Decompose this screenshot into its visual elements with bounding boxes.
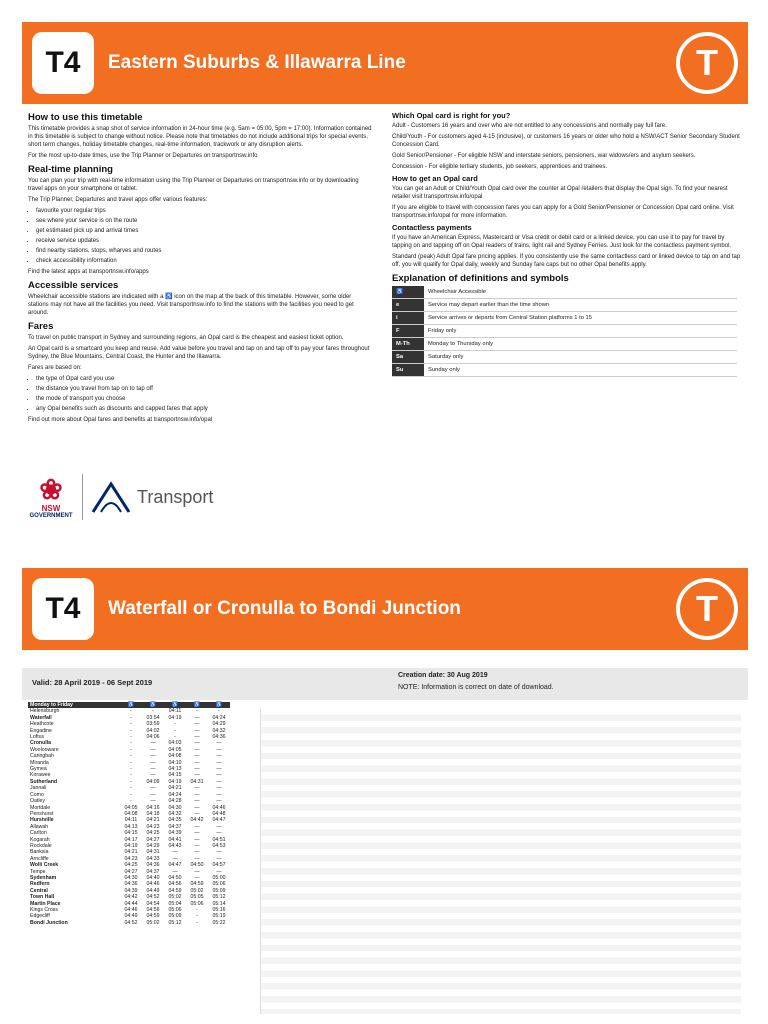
departure-time: 04:27: [146, 836, 160, 843]
legend-description: Monday to Thursday only: [424, 338, 737, 351]
departure-time: 05:14: [212, 900, 226, 907]
departure-time: 04:36: [146, 862, 160, 869]
departure-time: 04:33: [146, 855, 160, 862]
departure-time: —: [150, 740, 156, 747]
station-name: Helensburgh: [30, 708, 60, 715]
contactless-heading: Contactless payments: [392, 223, 472, 232]
departure-time: 05:19: [212, 913, 226, 920]
departure-time: 04:35: [168, 817, 182, 824]
departure-time: —: [194, 804, 200, 811]
departure-time: —: [150, 772, 156, 779]
howto-text-2: For the most up-to-date times, use the Trip Planner or Departures on transportnsw.info: [28, 153, 258, 159]
departure-time: 05:12: [212, 894, 226, 901]
departure-time: 04:29: [212, 721, 226, 728]
departure-time: 04:25: [146, 830, 160, 837]
station-name: Hurstville: [30, 817, 54, 824]
departure-time: -: [130, 727, 132, 734]
departure-time: -: [130, 798, 132, 805]
apps-link-text: Find the latest apps at transportnsw.info/apps: [28, 269, 149, 275]
senior-text: Gold Senior/Pensioner - For eligible NSW and interstate seniors, pensioners, war widows/ers and asylum seekers.: [392, 153, 696, 159]
station-name: Edgecliff: [30, 913, 50, 920]
line-header: [22, 22, 748, 104]
wheelchair-icon: ♿: [120, 702, 142, 708]
symbols-heading: Explanation of definitions and symbols: [392, 273, 569, 284]
line-title: Eastern Suburbs & Illawarra Line: [108, 52, 406, 73]
departure-time: 04:13: [168, 766, 182, 773]
legend-symbol: ♿: [392, 286, 424, 299]
station-name: Miranda: [30, 759, 49, 766]
departure-time: —: [150, 753, 156, 760]
departure-time: —: [216, 849, 222, 856]
timetable-day-header: Monday to Friday: [28, 702, 120, 708]
departure-time: -: [196, 913, 198, 920]
station-name: Heathcote: [30, 721, 54, 728]
departure-time: 05:02: [146, 919, 160, 926]
legend-symbol: i: [392, 312, 424, 325]
realtime-text: You can plan your trip with real-time information using the Trip Planner or Departures on transportnsw.info or by downloading travel apps on your smartphone or tablet.: [28, 178, 359, 192]
timetable: [28, 702, 230, 926]
departure-time: 04:42: [190, 817, 204, 824]
get-card-text-2: If you are eligible to travel with concession fares you can apply for a Gold Senior/Pensioner or Concession Opal card online. Visit transportnsw.info/opal for more information.: [392, 205, 734, 219]
departure-time: 04:24: [212, 714, 226, 721]
station-name: Kings Cross: [30, 907, 58, 913]
departure-time: 04:05: [168, 746, 182, 753]
station-name: Engadine: [30, 727, 52, 734]
accessible-heading: Accessible services: [28, 280, 119, 291]
departure-time: 04:44: [124, 900, 138, 907]
departure-time: 04:57: [212, 862, 226, 869]
departure-time: 04:46: [146, 881, 160, 888]
station-name: Penshurst: [30, 810, 54, 817]
departure-time: 04:39: [168, 830, 182, 837]
departure-time: 05:09: [212, 887, 226, 894]
departure-time: 04:23: [146, 823, 160, 830]
legend-description: Friday only: [424, 325, 737, 338]
departure-time: —: [150, 791, 156, 798]
contactless-text: If you have an American Express, Mastercard or Visa credit or debit card or a linked device, you can use it to pay for travel by tapping on and tapping off on Opal readers of trains, light rail and Sydney Ferries. Just look for the contactless payment symbol.: [392, 235, 732, 249]
station-name: Cronulla: [30, 740, 52, 747]
departure-time: 04:32: [212, 727, 226, 734]
howto-text: This timetable provides a snap shot of service information in 24-hour time (e.g. 5am = 05:00, 5pm = 17:00). Information contained in this timetable is subject to change without notice. Please note that timetables do not include additional trips for special events, short term changes, holiday timetable changes, real-time information, trackwork or any disruption alerts.: [28, 126, 372, 148]
departure-time: 04:06: [146, 734, 160, 741]
departure-time: 04:21: [168, 785, 182, 792]
departure-time: —: [194, 842, 200, 849]
departure-time: -: [196, 708, 198, 715]
departure-time: -: [174, 734, 176, 741]
departure-time: 04:29: [146, 842, 160, 849]
legend-row: [392, 286, 737, 299]
timetable-row: [28, 920, 230, 926]
station-name: Mortdale: [30, 804, 51, 811]
station-name: Loftus: [30, 734, 45, 741]
features-list: [28, 207, 373, 265]
timetable-continued: [260, 708, 741, 1014]
legend-symbol: F: [392, 325, 424, 338]
departure-time: —: [216, 746, 222, 753]
departure-time: 04:11: [168, 708, 182, 715]
logo-divider: [82, 474, 83, 520]
departure-time: 04:19: [168, 778, 182, 785]
station-name: Jannali: [30, 785, 47, 792]
departure-time: -: [130, 759, 132, 766]
departure-time: 04:17: [124, 836, 138, 843]
departure-time: —: [194, 721, 200, 728]
departure-time: 05:09: [168, 913, 182, 920]
legend-description: Service may depart earlier than the time shown: [424, 299, 737, 312]
station-name: Central: [30, 887, 48, 894]
departure-time: 04:21: [146, 817, 160, 824]
realtime-heading: Real-time planning: [28, 164, 113, 175]
departure-time: —: [150, 746, 156, 753]
fares-list: [28, 375, 373, 413]
departure-time: 05:06: [212, 881, 226, 888]
departure-time: 05:00: [212, 874, 226, 881]
fare-basis-item: • any Opal benefits such as discounts and capped fares that apply: [36, 405, 373, 413]
station-name: Rockdale: [30, 842, 52, 849]
departure-time: 05:02: [190, 887, 204, 894]
train-logo-icon: T: [676, 32, 738, 94]
station-name: Oatley: [30, 798, 45, 805]
legend-description: Service arrives or departs from Central Station platforms 1 to 15: [424, 312, 737, 325]
departure-time: 04:46: [212, 804, 226, 811]
departure-time: 04:43: [168, 842, 182, 849]
departure-time: 04:50: [168, 874, 182, 881]
departure-time: 04:11: [124, 817, 138, 824]
departure-time: —: [216, 855, 222, 862]
departure-time: 04:54: [146, 900, 160, 907]
legend-row: [392, 299, 737, 312]
contactless-text-2: Standard (peak) Adult Opal fare pricing applies. If you consistently use the same contactless card or linked device to tap on and tap off, you will qualify for Opal daily, weekly and Sunday fare caps but no other Opal benefits apply.: [392, 254, 741, 268]
departure-time: 04:32: [168, 810, 182, 817]
legend-row: [392, 338, 737, 351]
departure-time: —: [216, 868, 222, 875]
departure-time: —: [150, 766, 156, 773]
departure-time: —: [216, 798, 222, 805]
departure-time: 03:59: [146, 721, 160, 728]
departure-time: —: [216, 759, 222, 766]
feature-item: • receive service updates: [36, 237, 373, 245]
get-card-heading: How to get an Opal card: [392, 174, 478, 183]
departure-time: 04:23: [124, 855, 138, 862]
departure-time: 04:49: [124, 913, 138, 920]
station-name: Kirrawee: [30, 772, 51, 779]
departure-time: 04:16: [146, 804, 160, 811]
departure-time: —: [150, 798, 156, 805]
realtime-text-2: The Trip Planner, Departures and travel apps offer various features:: [28, 197, 208, 203]
departure-time: —: [216, 830, 222, 837]
departure-time: 05:06: [190, 900, 204, 907]
departure-time: —: [194, 759, 200, 766]
departure-time: —: [172, 868, 178, 875]
departure-time: 04:13: [124, 823, 138, 830]
departure-time: 04:25: [124, 862, 138, 869]
departure-time: —: [194, 849, 200, 856]
departure-time: 04:21: [124, 849, 138, 856]
station-name: Banksia: [30, 849, 49, 856]
departure-time: 04:19: [168, 714, 182, 721]
departure-time: —: [194, 874, 200, 881]
station-name: Wolli Creek: [30, 862, 59, 869]
departure-time: 05:22: [212, 919, 226, 926]
valid-dates: Valid: 28 April 2019 - 06 Sept 2019: [32, 678, 153, 687]
departure-time: —: [216, 785, 222, 792]
departure-time: —: [216, 823, 222, 830]
departure-time: 04:47: [212, 817, 226, 824]
feature-item: • check accessibility information: [36, 257, 373, 265]
departure-time: —: [194, 791, 200, 798]
legend-row: [392, 325, 737, 338]
departure-time: 04:52: [124, 919, 138, 926]
departure-time: 04:37: [146, 868, 160, 875]
departure-time: —: [216, 753, 222, 760]
legend-row: [392, 351, 737, 364]
feature-item: • favourite your regular trips: [36, 207, 373, 215]
route-header: [22, 568, 748, 650]
departure-time: 03:54: [146, 714, 160, 721]
departure-time: 05:02: [168, 894, 182, 901]
departure-time: 04:37: [168, 823, 182, 830]
departure-time: 04:47: [168, 862, 182, 869]
station-name: Sydenham: [30, 874, 57, 881]
departure-time: 04:31: [190, 778, 204, 785]
departure-time: -: [218, 708, 220, 715]
departure-time: -: [196, 919, 198, 926]
departure-time: -: [152, 708, 154, 715]
legend-description: Saturday only: [424, 351, 737, 364]
departure-time: -: [130, 778, 132, 785]
legend-symbol: e: [392, 299, 424, 312]
train-logo-icon: T: [676, 578, 738, 640]
station-name: Waterfall: [30, 714, 52, 721]
line-code: T4: [32, 32, 94, 94]
station-name: Gymea: [30, 766, 47, 773]
departure-time: 04:40: [146, 874, 160, 881]
fares-text-2: An Opal card is a smartcard you keep and reuse. Add value before you travel and tap on and tap off to pay your fares throughout Sydney, the Blue Mountains, Central Coast, the Hunter and the Illawarra.: [28, 346, 370, 360]
station-name: Martin Place: [30, 900, 61, 907]
departure-time: -: [174, 727, 176, 734]
route-code: T4: [32, 578, 94, 640]
departure-time: 04:56: [168, 881, 182, 888]
adult-text: Adult - Customers 16 years and over who are not entitled to any concessions and normally pay full fare.: [392, 123, 667, 129]
departure-time: 04:30: [124, 874, 138, 881]
station-name: Allawah: [30, 823, 49, 830]
station-name: Carlton: [30, 830, 47, 837]
departure-time: 04:05: [124, 804, 138, 811]
departure-time: 04:24: [168, 791, 182, 798]
fare-basis-item: • the distance you travel from tap on to tap off: [36, 385, 373, 393]
departure-time: 04:08: [168, 753, 182, 760]
wheelchair-icon: ♿: [208, 702, 230, 708]
departure-time: 05:12: [168, 919, 182, 926]
departure-time: 05:06: [168, 907, 182, 913]
departure-time: 04:56: [146, 907, 160, 913]
station-name: Sutherland: [30, 778, 58, 785]
departure-time: —: [216, 766, 222, 773]
transport-logo: Transport: [91, 480, 213, 514]
departure-time: 04:59: [190, 881, 204, 888]
accessible-text: Wheelchair accessible stations are indicated with a ♿ icon on the map at the back of this timetable. However, some older stations may not have all the facilities you need. Visit transportnsw.info to find the stations with the facilities you need to get around.: [28, 294, 354, 316]
departure-time: —: [194, 855, 200, 862]
departure-time: —: [194, 810, 200, 817]
station-name: Bondi Junction: [30, 919, 68, 926]
departure-time: -: [130, 746, 132, 753]
fares-link-text: Find out more about Opal fares and benefits at transportnsw.info/opal: [28, 417, 213, 423]
station-name: Tempe: [30, 868, 46, 875]
departure-time: 04:15: [124, 830, 138, 837]
departure-time: —: [194, 836, 200, 843]
feature-item: • see where your service is on the route: [36, 217, 373, 225]
departure-time: —: [216, 778, 222, 785]
left-column: [28, 108, 373, 427]
station-name: Kogarah: [30, 836, 50, 843]
nsw-government-logo: ❀ NSW GOVERNMENT: [29, 473, 73, 519]
departure-time: 04:30: [168, 804, 182, 811]
departure-time: 05:04: [168, 900, 182, 907]
departure-time: 05:05: [190, 894, 204, 901]
departure-time: —: [194, 766, 200, 773]
logos: [28, 474, 213, 520]
validity-banner: [22, 668, 748, 700]
departure-time: 04:36: [124, 881, 138, 888]
legend-description: Sunday only: [424, 364, 737, 377]
departure-time: -: [130, 785, 132, 792]
departure-time: 04:19: [124, 842, 138, 849]
station-name: Town Hall: [30, 894, 55, 901]
departure-time: 04:53: [212, 842, 226, 849]
departure-time: —: [194, 727, 200, 734]
departure-time: 04:52: [146, 894, 160, 901]
departure-time: 04:03: [168, 740, 182, 747]
fare-basis-item: • the mode of transport you choose: [36, 395, 373, 403]
departure-time: -: [130, 714, 132, 721]
departure-time: —: [194, 868, 200, 875]
child-text: Child/Youth - For customers aged 4-15 (inclusive), or customers 16 years or older who hold a NSW/ACT Senior Secondary Student Concession Card.: [392, 134, 740, 148]
creation-date: Creation date: 30 Aug 2019: [398, 672, 488, 679]
departure-time: -: [174, 721, 176, 728]
departure-time: —: [194, 740, 200, 747]
departure-time: -: [130, 791, 132, 798]
departure-time: 04:08: [124, 810, 138, 817]
get-card-text: You can get an Adult or Child/Youth Opal card over the counter at Opal retailers that display the Opal sign. To find your nearest retailer visit transportnsw.info/opal: [392, 186, 728, 200]
departure-time: —: [216, 791, 222, 798]
station-name: Caringbah: [30, 753, 54, 760]
departure-time: 04:46: [124, 907, 138, 913]
departure-time: 04:28: [168, 798, 182, 805]
feature-item: • get estimated pick up and arrival times: [36, 227, 373, 235]
departure-time: 04:59: [146, 913, 160, 920]
wheelchair-icon: ♿: [142, 702, 164, 708]
which-card-heading: Which Opal card is right for you?: [392, 111, 511, 120]
departure-time: -: [130, 740, 132, 747]
departure-time: 04:02: [146, 727, 160, 734]
station-name: Arncliffe: [30, 855, 49, 862]
departure-time: 04:10: [168, 759, 182, 766]
departure-time: 04:39: [124, 887, 138, 894]
departure-time: -: [130, 753, 132, 760]
concession-text: Concession - For eligible tertiary students, job seekers, apprentices and trainees.: [392, 164, 608, 170]
legend-symbol: M-Th: [392, 338, 424, 351]
departure-time: —: [150, 785, 156, 792]
departure-time: -: [130, 708, 132, 715]
fares-text-3: Fares are based on:: [28, 365, 82, 371]
departure-time: 04:36: [212, 734, 226, 741]
departure-time: 04:59: [168, 887, 182, 894]
right-column: [392, 108, 742, 377]
symbols-legend: [392, 286, 737, 377]
departure-time: —: [216, 772, 222, 779]
legend-description: Wheelchair Accessible: [424, 286, 737, 299]
departure-time: -: [130, 734, 132, 741]
departure-time: 04:09: [146, 778, 160, 785]
station-name: Woolooware: [30, 746, 59, 753]
departure-time: 04:27: [124, 868, 138, 875]
route-title: Waterfall or Cronulla to Bondi Junction: [108, 598, 461, 619]
departure-time: —: [194, 785, 200, 792]
wheelchair-icon: ♿: [164, 702, 186, 708]
departure-time: 04:51: [212, 836, 226, 843]
departure-time: —: [194, 734, 200, 741]
departure-time: -: [130, 721, 132, 728]
departure-time: —: [150, 759, 156, 766]
station-name: Redfern: [30, 881, 50, 888]
legend-symbol: Sa: [392, 351, 424, 364]
departure-time: —: [172, 849, 178, 856]
departure-time: —: [194, 753, 200, 760]
departure-time: 05:16: [212, 907, 226, 913]
departure-time: 04:49: [146, 887, 160, 894]
departure-time: 04:50: [190, 862, 204, 869]
departure-time: —: [194, 714, 200, 721]
departure-time: —: [216, 740, 222, 747]
departure-time: —: [194, 823, 200, 830]
departure-time: -: [130, 766, 132, 773]
fares-text: To travel on public transport in Sydney and surrounding regions, an Opal card is the cheapest and easiest ticket option.: [28, 335, 344, 341]
fare-basis-item: • the type of Opal card you use: [36, 375, 373, 383]
feature-item: • find nearby stations, stops, wharves and routes: [36, 247, 373, 255]
departure-time: -: [196, 907, 198, 913]
station-name: Como: [30, 791, 44, 798]
departure-time: 04:18: [146, 810, 160, 817]
departure-time: —: [194, 746, 200, 753]
departure-time: —: [194, 772, 200, 779]
departure-time: 04:48: [212, 810, 226, 817]
fares-heading: Fares: [28, 321, 54, 332]
departure-time: —: [194, 830, 200, 837]
howto-heading: How to use this timetable: [28, 112, 143, 123]
wheelchair-icon: ♿: [186, 702, 208, 708]
legend-row: [392, 364, 737, 377]
departure-time: —: [172, 855, 178, 862]
departure-time: 04:31: [146, 849, 160, 856]
departure-time: 04:42: [124, 894, 138, 901]
departure-time: 04:41: [168, 836, 182, 843]
legend-symbol: Su: [392, 364, 424, 377]
legend-row: [392, 312, 737, 325]
departure-time: 04:15: [168, 772, 182, 779]
departure-time: —: [194, 798, 200, 805]
creation-note: NOTE: Information is correct on date of download.: [398, 684, 554, 691]
departure-time: -: [130, 772, 132, 779]
